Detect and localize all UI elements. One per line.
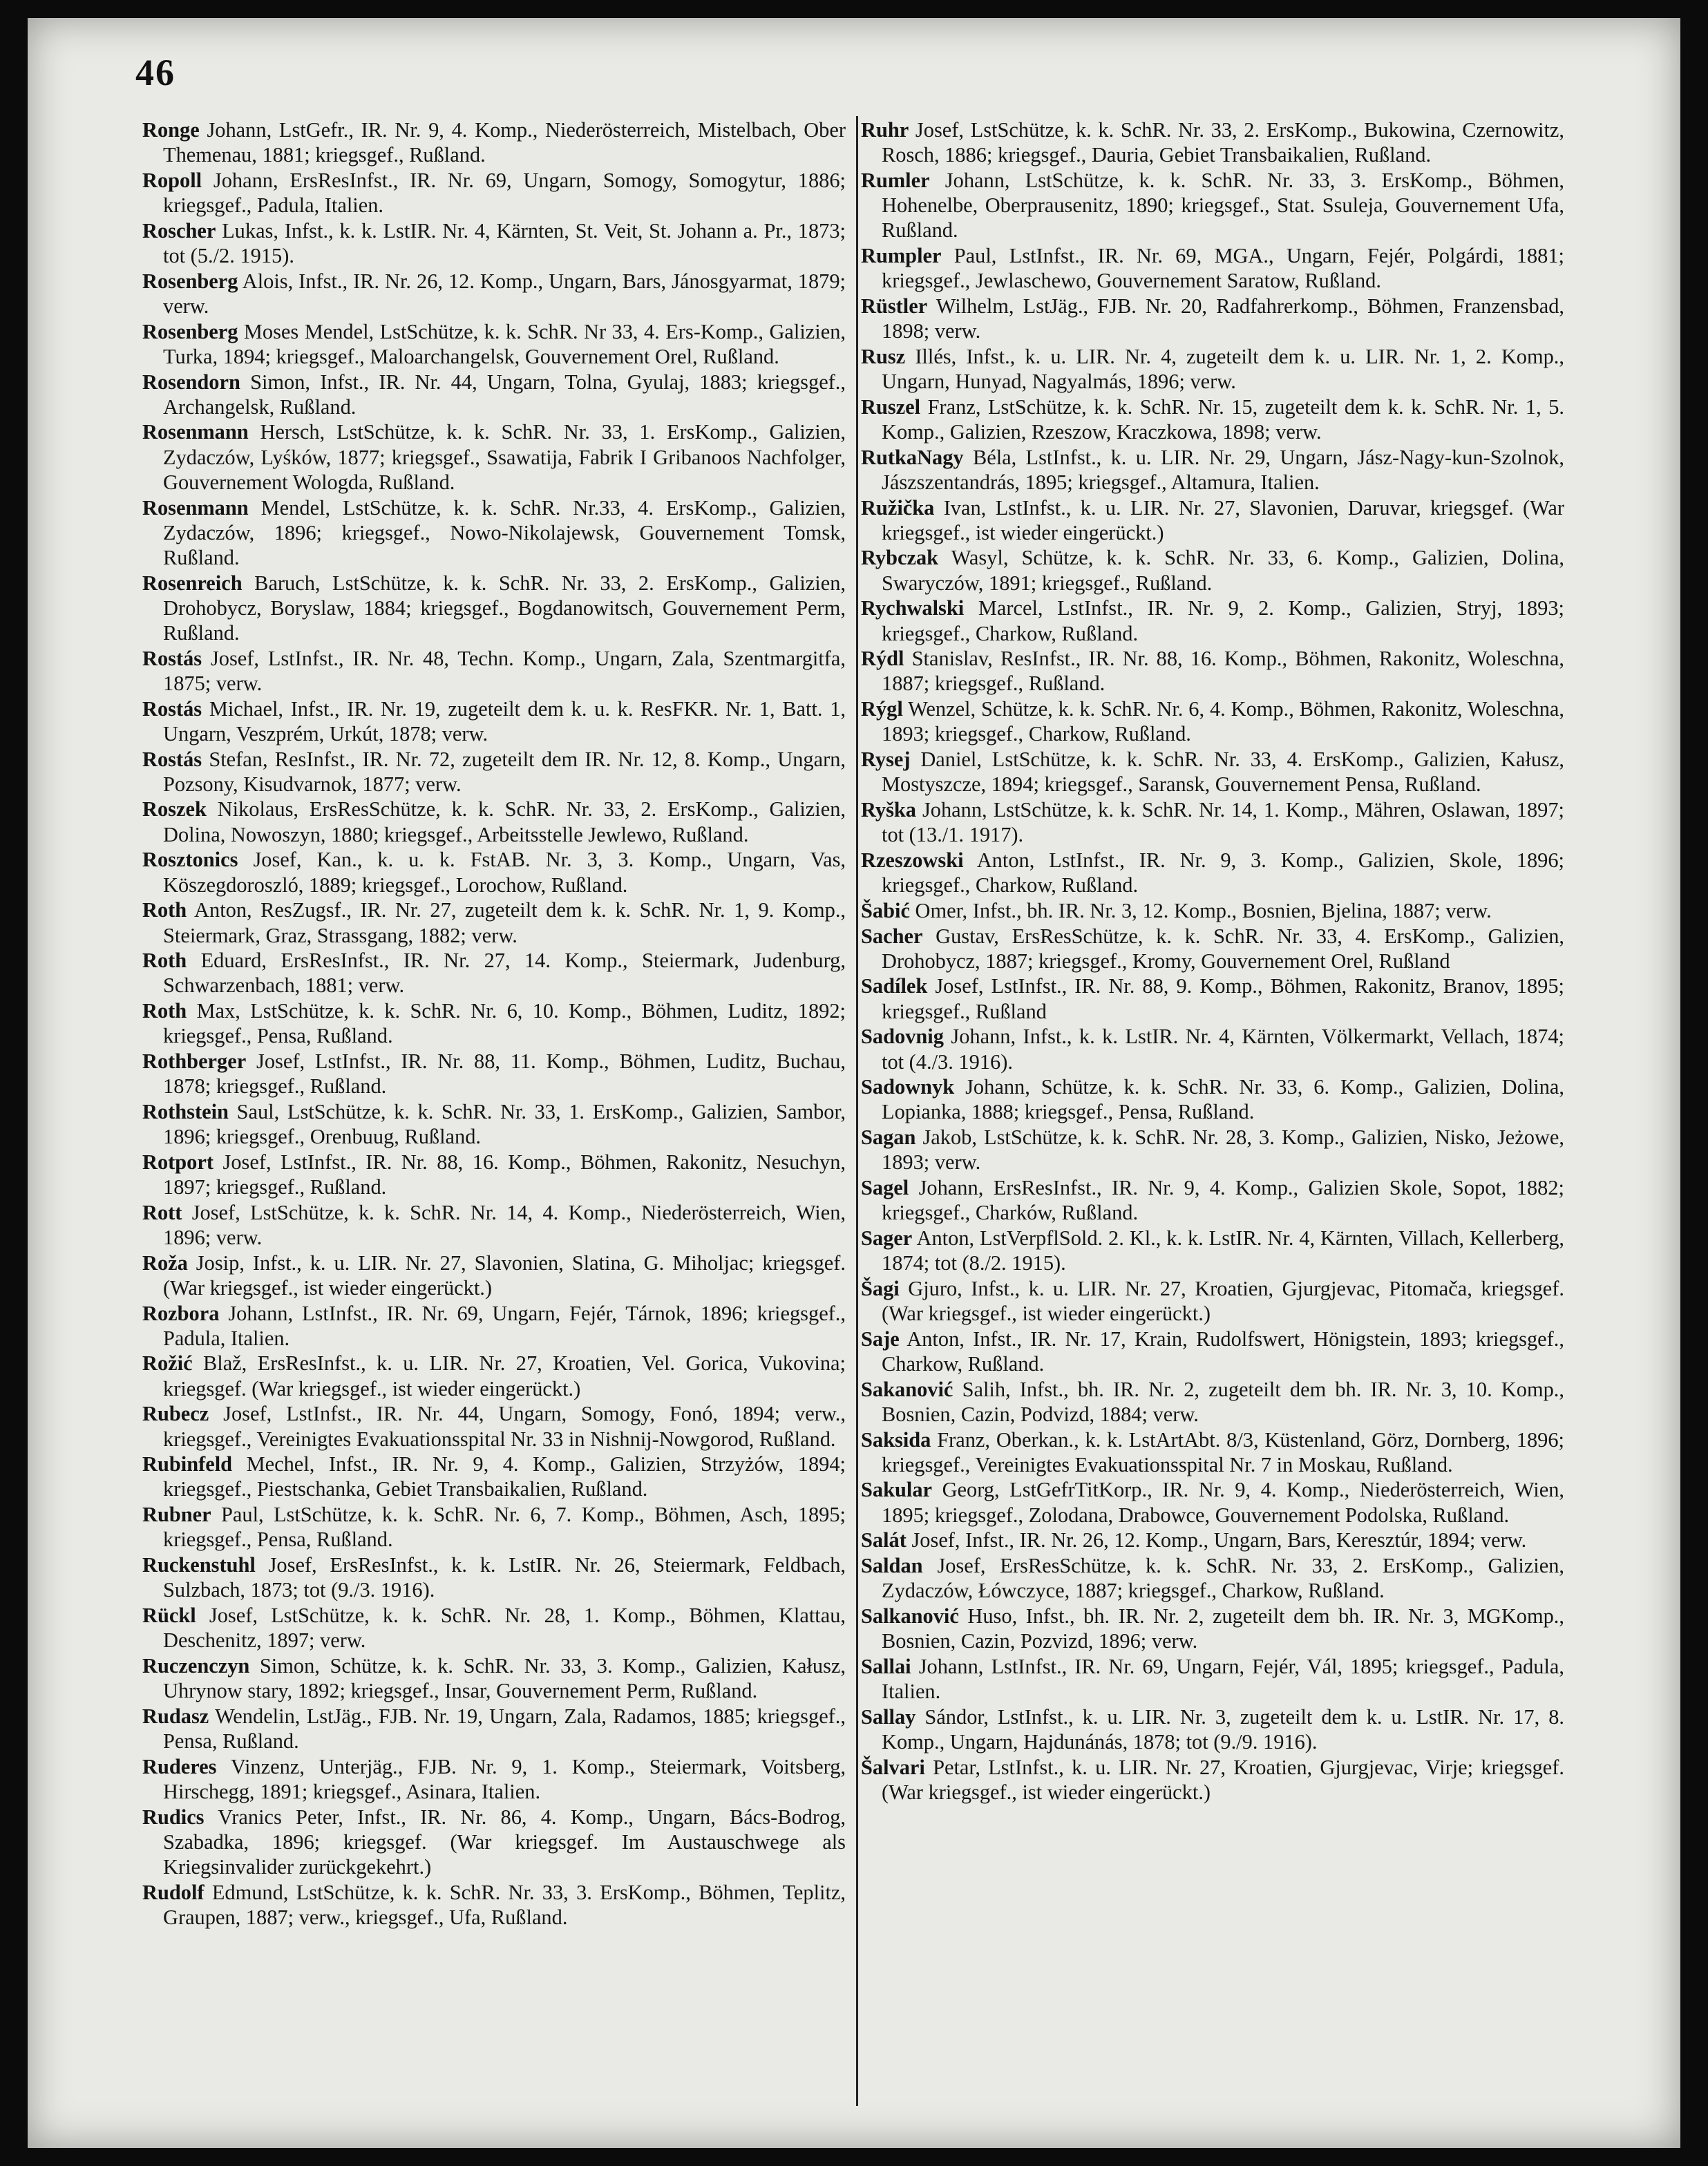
left-column [142, 117, 846, 1930]
entry-details: Hersch, LstSchütze, k. k. SchR. Nr. 33, 1. ErsKomp., Galizien, Zydaczów, Lyśków, 1877; kriegsgef., Ssawatija, Fabrik I Gribanoos Nachfolger, Gouvernement Wologda, Rußland. [163, 420, 846, 494]
register-entry [142, 1603, 846, 1653]
register-entry [142, 419, 846, 495]
entry-surname: Rüstler [861, 294, 928, 318]
entry-details: Johann, ErsResInfst., IR. Nr. 69, Ungarn, Somogy, Somogytur, 1886; kriegsgef., Padula, Italien. [163, 168, 846, 218]
entry-surname: Rybczak [861, 546, 939, 570]
entry-surname: Sacher [861, 924, 923, 948]
entry-surname: Rosendorn [142, 370, 240, 394]
entry-details: Josef, ErsResInfst., k. k. LstIR. Nr. 26, Steiermark, Feldbach, Sulzbach, 1873; tot (9./3. 1916). [163, 1553, 846, 1602]
register-entry [142, 747, 846, 797]
entry-surname: Saje [861, 1327, 900, 1351]
entry-details: Josef, LstSchütze, k. k. SchR. Nr. 33, 2. ErsKomp., Bukowina, Czernowitz, Rosch, 1886; kriegsgef., Dauria, Gebiet Transbaikalien, Rußland. [882, 118, 1564, 167]
entry-surname: Rotport [142, 1150, 213, 1174]
entry-details: Paul, LstSchütze, k. k. SchR. Nr. 6, 7. Komp., Böhmen, Asch, 1895; kriegsgef., Pensa, Rußland. [163, 1503, 846, 1552]
entry-details: Vinzenz, Unterjäg., FJB. Nr. 9, 1. Komp., Steiermark, Voitsberg, Hirschegg, 1891; kriegsgef., Asinara, Italien. [163, 1754, 846, 1803]
register-entry [861, 545, 1564, 595]
entry-details: Franz, Oberkan., k. k. LstArtAbt. 8/3, Küstenland, Görz, Dornberg, 1896; kriegsgef., Vereinigtes Evakuationsspital Nr. 7 in Moskau, Rußland. [882, 1427, 1564, 1476]
register-entry [861, 596, 1564, 645]
register-entry [142, 269, 846, 319]
entry-details: Simon, Schütze, k. k. SchR. Nr. 33, 3. Komp., Galizien, Kałusz, Uhrynow stary, 1892; kriegsgef., Insar, Gouvernement Perm, Rußland. [163, 1653, 846, 1703]
register-entry [861, 1704, 1564, 1754]
register-entry [861, 1604, 1564, 1653]
register-entry [142, 897, 846, 947]
register-entry [142, 1251, 846, 1300]
entry-details: Eduard, ErsResInfst., IR. Nr. 27, 14. Komp., Steiermark, Judenburg, Schwarzenbach, 1881; verw. [163, 949, 846, 998]
register-entry [861, 495, 1564, 545]
entry-details: Simon, Infst., IR. Nr. 44, Ungarn, Tolna, Gyulaj, 1883; kriegsgef., Archangelsk, Rußland. [163, 370, 846, 419]
register-entry [142, 948, 846, 998]
register-entry [142, 319, 846, 369]
entry-details: Saul, LstSchütze, k. k. SchR. Nr. 33, 1. ErsKomp., Galizien, Sambor, 1896; kriegsgef., Orenbuug, Rußland. [163, 1099, 846, 1149]
entry-details: Josef, LstInfst., IR. Nr. 48, Techn. Komp., Ungarn, Zala, Szentmargitfa, 1875; verw. [163, 646, 846, 695]
entry-surname: Rosenmann [142, 495, 249, 520]
entry-surname: Ruckenstuhl [142, 1553, 256, 1577]
entry-surname: Rostás [142, 747, 202, 771]
entry-surname: Rosztonics [142, 848, 238, 872]
register-entry [142, 1401, 846, 1451]
register-entry [861, 1327, 1564, 1376]
register-entry [142, 1502, 846, 1552]
register-entry [142, 1452, 846, 1501]
entry-details: Stefan, ResInfst., IR. Nr. 72, zugeteilt dem IR. Nr. 12, 8. Komp., Ungarn, Pozsony, Kisudvarnok, 1877; verw. [163, 747, 846, 796]
document-page [28, 18, 1680, 2148]
entry-details: Josef, LstInfst., IR. Nr. 44, Ungarn, Somogy, Fonó, 1894; verw., kriegsgef., Vereinigtes Evakuationsspital Nr. 33 in Nishnij-Nowgorod, Rußland. [163, 1402, 846, 1451]
entry-details: Petar, LstInfst., k. u. LIR. Nr. 27, Kroatien, Gjurgjevac, Virje; kriegsgef. (War kriegsgef., ist wieder eingerückt.) [882, 1755, 1564, 1804]
entry-surname: Rothstein [142, 1099, 229, 1123]
entry-surname: Rumler [861, 168, 930, 192]
register-entry [861, 1074, 1564, 1124]
entry-details: Johann, LstGefr., IR. Nr. 9, 4. Komp., Niederösterreich, Mistelbach, Ober Themenau, 1881; kriegsgef., Rußland. [163, 118, 846, 167]
register-entry [861, 1553, 1564, 1603]
entry-surname: Rostás [142, 646, 202, 670]
entry-details: Mechel, Infst., IR. Nr. 9, 4. Komp., Galizien, Strzyżów, 1894; kriegsgef., Piestschanka, Gebiet Transbaikalien, Rußland. [163, 1452, 846, 1501]
register-entry [861, 1024, 1564, 1074]
entry-surname: Rýgl [861, 697, 903, 721]
entry-surname: Sallay [861, 1704, 916, 1729]
entry-details: Johann, ErsResInfst., IR. Nr. 9, 4. Komp., Galizien Skole, Sopot, 1882; kriegsgef., Charków, Rußland. [882, 1176, 1564, 1225]
column-divider [856, 116, 858, 2106]
entry-details: Anton, ResZugsf., IR. Nr. 27, zugeteilt dem k. k. SchR. Nr. 1, 9. Komp., Steiermark, Graz, Strassgang, 1882; verw. [163, 898, 846, 947]
entry-surname: Sadílek [861, 974, 928, 998]
entry-surname: Roža [142, 1251, 188, 1275]
register-entry [861, 1528, 1564, 1552]
register-entry [861, 1377, 1564, 1427]
entry-surname: Sagan [861, 1125, 916, 1150]
entry-details: Johann, Schütze, k. k. SchR. Nr. 33, 6. Komp., Galizien, Dolina, Lopianka, 1888; kriegsgef., Pensa, Rußland. [882, 1075, 1564, 1124]
entry-surname: Rusz [861, 344, 906, 368]
entry-details: Wasyl, Schütze, k. k. SchR. Nr. 33, 6. Komp., Galizien, Dolina, Swaryczów, 1891; kriegsgef., Rußland. [882, 546, 1564, 595]
register-entry [861, 1477, 1564, 1527]
register-entry [861, 168, 1564, 243]
register-entry [142, 1351, 846, 1400]
register-entry [861, 797, 1564, 847]
entry-surname: RutkaNagy [861, 445, 964, 469]
register-entry [142, 1653, 846, 1703]
entry-surname: Saksida [861, 1427, 931, 1452]
register-entry [861, 445, 1564, 495]
entry-surname: Rubner [142, 1503, 211, 1527]
register-entry [142, 1552, 846, 1602]
entry-details: Illés, Infst., k. u. LIR. Nr. 4, zugeteilt dem k. u. LIR. Nr. 1, 2. Komp., Ungarn, Hunyad, Nagyalmás, 1896; verw. [882, 344, 1564, 394]
entry-surname: Rychwalski [861, 596, 965, 620]
entry-details: Salih, Infst., bh. IR. Nr. 2, zugeteilt dem bh. IR. Nr. 3, 10. Komp., Bosnien, Cazin, Podvizd, 1884; verw. [882, 1377, 1564, 1426]
entry-surname: Sadovnig [861, 1025, 944, 1049]
entry-details: Blaž, ErsResInfst., k. u. LIR. Nr. 27, Kroatien, Vel. Gorica, Vukovina; kriegsgef. (War kriegsgef., ist wieder eingerückt.) [163, 1351, 846, 1400]
entry-details: Vranics Peter, Infst., IR. Nr. 86, 4. Komp., Ungarn, Bács-Bodrog, Szabadka, 1896; kriegsgef. (War kriegsgef. Im Austauschwege als Kriegsinvalider zurückgekehrt.) [163, 1805, 846, 1879]
register-entry [861, 1427, 1564, 1477]
entry-details: Johann, LstInfst., IR. Nr. 69, Ungarn, Fejér, Tárnok, 1896; kriegsgef., Padula, Italien. [163, 1301, 846, 1350]
entry-details: Paul, LstInfst., IR. Nr. 69, MGA., Ungarn, Fejér, Polgárdi, 1881; kriegsgef., Jewlaschewo, Gouvernement Saratow, Rußland. [882, 244, 1564, 293]
register-entry [861, 696, 1564, 746]
entry-surname: Šabić [861, 898, 910, 922]
register-entry [861, 1175, 1564, 1225]
register-entry [142, 1301, 846, 1351]
register-entry [861, 747, 1564, 797]
entry-details: Daniel, LstSchütze, k. k. SchR. Nr. 33, 4. ErsKomp., Galizien, Kałusz, Mostyszcze, 1894; kriegsgef., Saransk, Gouvernement Pensa, Rußland. [882, 748, 1564, 797]
register-entry [861, 1226, 1564, 1275]
entry-details: Ivan, LstInfst., k. u. LIR. Nr. 27, Slavonien, Daruvar, kriegsgef. (War kriegsgef., ist wieder eingerückt.) [882, 495, 1564, 544]
entry-surname: Rott [142, 1200, 182, 1224]
entry-surname: Rudasz [142, 1704, 209, 1728]
entry-surname: Sallai [861, 1654, 911, 1678]
entry-surname: Rosenberg [142, 319, 238, 343]
entry-surname: Rozbora [142, 1301, 220, 1325]
entry-details: Omer, Infst., bh. IR. Nr. 3, 12. Komp., Bosnien, Bjelina, 1887; verw. [915, 898, 1492, 922]
entry-surname: Rožić [142, 1351, 193, 1376]
entry-details: Anton, LstVerpflSold. 2. Kl., k. k. LstIR. Nr. 4, Kärnten, Villach, Kellerberg, 1874; tot (8./2. 1915). [882, 1226, 1565, 1275]
entry-surname: Rostás [142, 696, 202, 721]
entry-details: Wilhelm, LstJäg., FJB. Nr. 20, Radfahrerkomp., Böhmen, Franzensbad, 1898; verw. [882, 294, 1564, 343]
page-number: 46 [135, 52, 175, 93]
register-entry [861, 344, 1564, 394]
entry-details: Max, LstSchütze, k. k. SchR. Nr. 6, 10. Komp., Böhmen, Luditz, 1892; kriegsgef., Pensa, Rußland. [163, 999, 846, 1048]
entry-surname: Sakular [861, 1478, 933, 1502]
entry-surname: Ruszel [861, 395, 921, 419]
entry-surname: Rubecz [142, 1402, 209, 1426]
entry-details: Moses Mendel, LstSchütze, k. k. SchR. Nr 33, 4. Ers-Komp., Galizien, Turka, 1894; kriegsgef., Maloarchangelsk, Gouvernement Orel, Rußland. [163, 319, 846, 368]
entry-details: Johann, LstInfst., IR. Nr. 69, Ungarn, Fejér, Vál, 1895; kriegsgef., Padula, Italien. [882, 1654, 1564, 1704]
entry-details: Lukas, Infst., k. k. LstIR. Nr. 4, Kärnten, St. Veit, St. Johann a. Pr., 1873; tot (5./2. 1915). [163, 218, 846, 268]
entry-details: Georg, LstGefrTitKorp., IR. Nr. 9, 4. Komp., Niederösterreich, Wien, 1895; kriegsgef., Zolodana, Drabowce, Gouvernement Podolska, Rußland. [882, 1478, 1564, 1527]
register-entry [861, 395, 1564, 444]
entry-details: Josef, Kan., k. u. k. FstAB. Nr. 3, 3. Komp., Ungarn, Vas, Köszegdoroszló, 1889; kriegsgef., Lorochow, Rußland. [163, 848, 846, 897]
register-entry [861, 898, 1564, 923]
register-entry [861, 294, 1564, 343]
register-entry [142, 696, 846, 746]
entry-details: Jakob, LstSchütze, k. k. SchR. Nr. 28, 3. Komp., Galizien, Nisko, Jeżowe, 1893; verw. [882, 1125, 1564, 1175]
register-entry [142, 1150, 846, 1199]
entry-surname: Ruczenczyn [142, 1653, 250, 1678]
register-entry [142, 1704, 846, 1754]
entry-details: Josef, LstSchütze, k. k. SchR. Nr. 14, 4. Komp., Niederösterreich, Wien, 1896; verw. [163, 1200, 846, 1249]
entry-surname: Rothberger [142, 1049, 247, 1074]
entry-details: Johann, LstSchütze, k. k. SchR. Nr. 33, 3. ErsKomp., Böhmen, Hohenelbe, Oberprausenitz, 1890; kriegsgef., Stat. Ssuleja, Gouvernement Ufa, Rußland. [882, 168, 1564, 243]
entry-surname: Roscher [142, 218, 216, 243]
entry-surname: Salkanović [861, 1604, 959, 1628]
register-entry [861, 646, 1564, 696]
register-entry [142, 1049, 846, 1099]
entry-details: Alois, Infst., IR. Nr. 26, 12. Komp., Ungarn, Bars, Jánosgyarmat, 1879; verw. [163, 269, 846, 318]
entry-details: Anton, Infst., IR. Nr. 17, Krain, Rudolfswert, Hönigstein, 1893; kriegsgef., Charkow, Rußland. [882, 1327, 1564, 1376]
register-entry [861, 1654, 1564, 1704]
entry-surname: Rosenreich [142, 571, 243, 595]
entry-surname: Rubinfeld [142, 1452, 233, 1476]
entry-details: Nikolaus, ErsResSchütze, k. k. SchR. Nr. 33, 2. ErsKomp., Galizien, Dolina, Nowoszyn, 1880; kriegsgef., Arbeitsstelle Jewlewo, Rußland. [163, 797, 846, 846]
register-entry [142, 998, 846, 1048]
entry-surname: Sakanović [861, 1377, 953, 1401]
register-entry [142, 495, 846, 571]
register-entry [142, 168, 846, 218]
entry-surname: Rysej [861, 748, 911, 772]
entry-surname: Ružička [861, 495, 935, 520]
entry-surname: Rosenberg [142, 269, 238, 293]
entry-details: Josef, LstInfst., IR. Nr. 88, 11. Komp., Böhmen, Luditz, Buchau, 1878; kriegsgef., Rußland. [163, 1049, 846, 1099]
register-entry [861, 973, 1564, 1023]
entry-surname: Sager [861, 1226, 913, 1250]
register-entry [861, 924, 1564, 973]
entry-surname: Roth [142, 898, 187, 922]
entry-surname: Ruhr [861, 118, 909, 142]
register-entry [861, 848, 1564, 897]
register-entry [142, 1754, 846, 1804]
entry-details: Josef, ErsResSchütze, k. k. SchR. Nr. 33, 2. ErsKomp., Galizien, Zydaczów, Łówczyce, 1887; kriegsgef., Charkow, Rußland. [882, 1554, 1564, 1603]
entry-details: Béla, LstInfst., k. u. LIR. Nr. 29, Ungarn, Jász-Nagy-kun-Szolnok, Jászszentandrás, 1895; kriegsgef., Altamura, Italien. [882, 445, 1564, 494]
entry-surname: Sadownyk [861, 1075, 955, 1099]
entry-surname: Roth [142, 999, 187, 1023]
entry-surname: Rudolf [142, 1880, 205, 1904]
entry-details: Baruch, LstSchütze, k. k. SchR. Nr. 33, 2. ErsKomp., Galizien, Drohobycz, Boryslaw, 1884; kriegsgef., Bogdanowitsch, Gouvernement Perm, Rußland. [163, 571, 846, 645]
entry-details: Johann, Infst., k. k. LstIR. Nr. 4, Kärnten, Völkermarkt, Vellach, 1874; tot (4./3. 1916). [882, 1025, 1564, 1074]
entry-details: Franz, LstSchütze, k. k. SchR. Nr. 15, zugeteilt dem k. k. SchR. Nr. 1, 5. Komp., Galizien, Rzeszow, Kraczkowa, 1898; verw. [882, 395, 1564, 444]
entry-details: Josef, Infst., IR. Nr. 26, 12. Komp., Ungarn, Bars, Keresztúr, 1894; verw. [911, 1528, 1527, 1552]
register-entry [142, 571, 846, 646]
entry-surname: Saldan [861, 1554, 923, 1578]
entry-surname: Rýdl [861, 647, 904, 671]
entry-details: Marcel, LstInfst., IR. Nr. 9, 2. Komp., Galizien, Stryj, 1893; kriegsgef., Charkow, Rußland. [882, 596, 1564, 645]
entry-details: Gustav, ErsResSchütze, k. k. SchR. Nr. 33, 4. ErsKomp., Galizien, Drohobycz, 1887; kriegsgef., Kromy, Gouvernement Orel, Rußland [882, 924, 1564, 973]
entry-details: Wenzel, Schütze, k. k. SchR. Nr. 6, 4. Komp., Böhmen, Rakonitz, Woleschna, 1893; kriegsgef., Charkow, Rußland. [882, 697, 1564, 746]
register-entry [142, 1805, 846, 1880]
entry-details: Josef, LstInfst., IR. Nr. 88, 16. Komp., Böhmen, Rakonitz, Nesuchyn, 1897; kriegsgef., Rußland. [163, 1150, 846, 1199]
register-entry [142, 847, 846, 897]
entry-surname: Rückl [142, 1603, 196, 1627]
entry-details: Huso, Infst., bh. IR. Nr. 2, zugeteilt dem bh. IR. Nr. 3, MGKomp., Bosnien, Cazin, Pozvizd, 1896; verw. [882, 1604, 1564, 1653]
register-entry [142, 646, 846, 696]
entry-surname: Rudics [142, 1805, 205, 1829]
entry-surname: Šalvari [861, 1755, 925, 1779]
entry-details: Johann, LstSchütze, k. k. SchR. Nr. 14, 1. Komp., Mähren, Oslawan, 1897; tot (13./1. 1917). [882, 797, 1564, 847]
register-entry [142, 1099, 846, 1149]
entry-surname: Roth [142, 949, 187, 973]
entry-details: Mendel, LstSchütze, k. k. SchR. Nr.33, 4. ErsKomp., Galizien, Zydaczów, 1896; kriegsgef., Nowo-Nikolajewsk, Gouvernement Tomsk, Rußland. [163, 495, 846, 569]
entry-surname: Roszek [142, 797, 207, 821]
right-column [861, 117, 1564, 1805]
entry-details: Josef, LstInfst., IR. Nr. 88, 9. Komp., Böhmen, Rakonitz, Branov, 1895; kriegsgef., Rußland [882, 974, 1564, 1023]
entry-details: Josef, LstSchütze, k. k. SchR. Nr. 28, 1. Komp., Böhmen, Klattau, Deschenitz, 1897; verw. [163, 1603, 846, 1653]
entry-surname: Ronge [142, 118, 200, 142]
entry-details: Wendelin, LstJäg., FJB. Nr. 19, Ungarn, Zala, Radamos, 1885; kriegsgef., Pensa, Rußland. [163, 1704, 846, 1753]
entry-details: Edmund, LstSchütze, k. k. SchR. Nr. 33, 3. ErsKomp., Böhmen, Teplitz, Graupen, 1887; verw., kriegsgef., Ufa, Rußland. [163, 1880, 846, 1929]
entry-details: Josip, Infst., k. u. LIR. Nr. 27, Slavonien, Slatina, G. Miholjac; kriegsgef. (War kriegsgef., ist wieder eingerückt.) [163, 1251, 846, 1300]
register-entry [861, 243, 1564, 293]
entry-details: Anton, LstInfst., IR. Nr. 9, 3. Komp., Galizien, Skole, 1896; kriegsgef., Charkow, Rußland. [882, 848, 1564, 897]
register-entry [861, 117, 1564, 167]
entry-surname: Salát [861, 1528, 907, 1552]
register-entry [142, 797, 846, 846]
entry-surname: Ruderes [142, 1754, 217, 1778]
entry-details: Michael, Infst., IR. Nr. 19, zugeteilt dem k. u. k. ResFKR. Nr. 1, Batt. 1, Ungarn, Veszprém, Urkút, 1878; verw. [163, 696, 846, 745]
entry-surname: Rosenmann [142, 420, 249, 444]
register-entry [142, 370, 846, 419]
entry-details: Stanislav, ResInfst., IR. Nr. 88, 16. Komp., Böhmen, Rakonitz, Woleschna, 1887; kriegsgef., Rußland. [882, 647, 1564, 696]
register-entry [861, 1755, 1564, 1805]
register-entry [142, 1200, 846, 1250]
register-entry [142, 1880, 846, 1930]
entry-surname: Rzeszowski [861, 848, 964, 872]
entry-surname: Ryška [861, 797, 916, 821]
register-entry [861, 1276, 1564, 1326]
register-entry [142, 117, 846, 167]
entry-surname: Ropoll [142, 168, 202, 192]
entry-details: Gjuro, Infst., k. u. LIR. Nr. 27, Kroatien, Gjurgjevac, Pitomača, kriegsgef. (War kriegsgef., ist wieder eingerückt.) [882, 1276, 1564, 1326]
entry-surname: Sagel [861, 1176, 909, 1200]
register-entry [861, 1125, 1564, 1175]
entry-details: Sándor, LstInfst., k. u. LIR. Nr. 3, zugeteilt dem k. u. LstIR. Nr. 17, 8. Komp., Ungarn, Hajdunánás, 1878; tot (9./9. 1916). [882, 1704, 1564, 1754]
register-entry [142, 218, 846, 268]
entry-surname: Rumpler [861, 244, 942, 268]
entry-surname: Šagi [861, 1276, 900, 1300]
